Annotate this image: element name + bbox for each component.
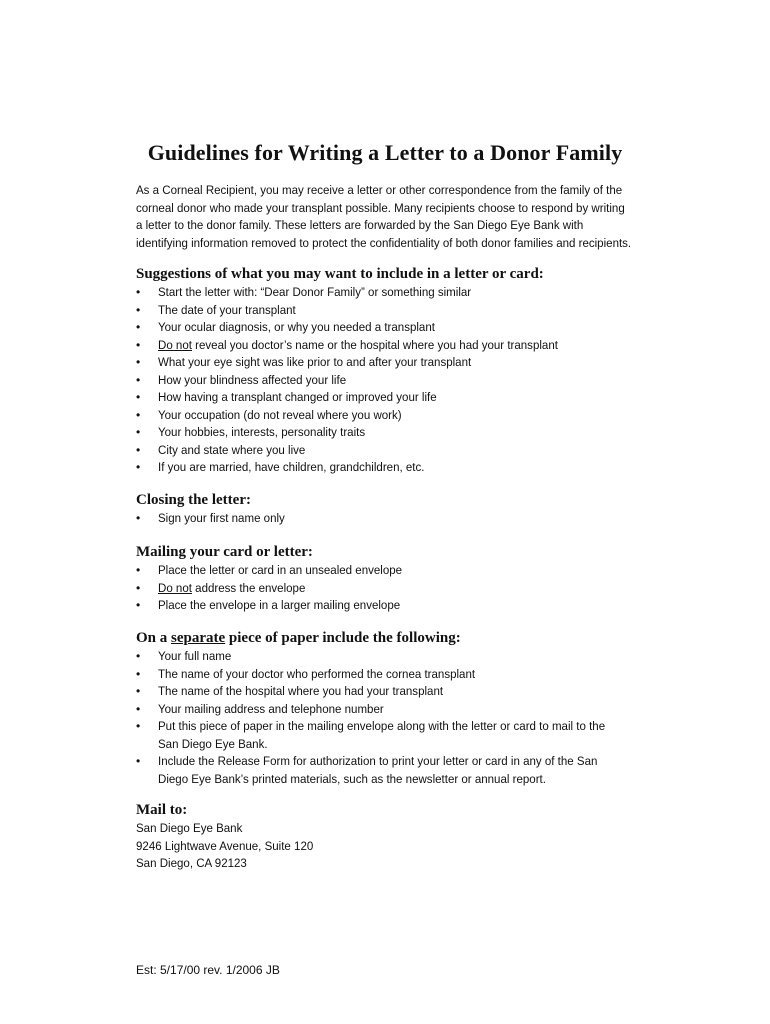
list-item xyxy=(136,648,656,666)
suggestions-heading: Suggestions of what you may want to include in a letter or card: xyxy=(136,266,544,282)
list-item xyxy=(136,319,656,337)
list-item-text: Include the Release Form for authorization to print your letter or card in any of the San Diego Eye Bank’s printed materials, such as the newsletter or annual report. xyxy=(158,754,598,786)
bullet-glyph: • xyxy=(136,754,141,768)
mailing-list xyxy=(136,562,656,615)
mailing-section xyxy=(136,543,656,615)
list-item-text: The date of your transplant xyxy=(158,302,296,317)
bullet-glyph: • xyxy=(136,337,141,352)
list-item xyxy=(136,372,656,390)
list-item-text: What your eye sight was like prior to and after your transplant xyxy=(158,355,472,369)
separate-heading-underlined: separate xyxy=(171,630,226,646)
list-item-text: Your ocular diagnosis, or why you needed a transplant xyxy=(158,320,435,334)
separate-section xyxy=(136,629,656,788)
separate-list xyxy=(136,648,656,788)
list-item xyxy=(136,666,656,684)
list-item xyxy=(136,683,656,701)
list-item xyxy=(136,424,656,442)
list-item xyxy=(136,354,656,372)
bullet-glyph: • xyxy=(136,719,141,733)
bullet-glyph: • xyxy=(136,355,141,369)
list-item-text: Sign your first name only xyxy=(158,511,285,525)
list-item-text: How your blindness affected your life xyxy=(158,372,347,387)
list-item xyxy=(136,337,656,355)
bullet-glyph: • xyxy=(136,407,141,422)
bullet-glyph: • xyxy=(136,649,141,663)
bullet-glyph: • xyxy=(136,666,141,681)
bullet-glyph: • xyxy=(136,285,141,299)
mail-to-line2: 9246 Lightwave Avenue, Suite 120 xyxy=(136,838,314,853)
mail-to-line3: San Diego, CA 92123 xyxy=(136,856,247,870)
underlined-emphasis: Do not xyxy=(158,580,192,595)
list-item-rest: reveal you doctor’s name or the hospital where you had your transplant xyxy=(191,337,558,352)
bullet-glyph: • xyxy=(136,425,141,439)
list-item-text: Place the envelope in a larger mailing envelope xyxy=(158,598,401,612)
list-item xyxy=(136,580,656,598)
list-item-text: Your hobbies, interests, personality traits xyxy=(158,425,366,439)
bullet-glyph: • xyxy=(136,511,141,525)
bullet-glyph: • xyxy=(136,701,141,716)
bullet-glyph: • xyxy=(136,563,141,577)
list-item xyxy=(136,701,656,719)
list-item-rest: address the envelope xyxy=(191,580,306,595)
list-item xyxy=(136,718,656,753)
bullet-glyph: • xyxy=(136,442,141,457)
list-item-text: Your mailing address and telephone number xyxy=(158,701,384,716)
separate-heading-post: piece of paper include the following: xyxy=(225,630,461,646)
bullet-glyph: • xyxy=(136,390,141,404)
closing-section xyxy=(136,491,656,528)
list-item xyxy=(136,407,656,425)
list-item-text: The name of your doctor who performed the cornea transplant xyxy=(158,666,476,681)
bullet-glyph: • xyxy=(136,320,141,334)
list-item-text: Put this piece of paper in the mailing envelope along with the letter or card to mail to the San Diego Eye Bank. xyxy=(158,719,606,751)
bullet-glyph: • xyxy=(136,460,141,474)
intro-paragraph: As a Corneal Recipient, you may receive a letter or other correspondence from the family of the corneal donor who made your transplant possible. Many recipients choose to respond by writing a letter to the donor family. These letters are forwarded by the San Diego Eye Bank with identifying information removed to protect the confidentiality of both donor families and recipients. xyxy=(136,183,632,250)
list-item xyxy=(136,442,656,460)
list-item-text: The name of the hospital where you had your transplant xyxy=(158,684,444,698)
mail-to-line1: San Diego Eye Bank xyxy=(136,821,243,835)
list-item-text: Your full name xyxy=(158,649,232,663)
separate-heading xyxy=(136,629,656,647)
closing-heading: Closing the letter: xyxy=(136,492,251,508)
list-item-text: Place the letter or card in an unsealed envelope xyxy=(158,563,403,577)
underlined-emphasis: Do not xyxy=(158,337,192,352)
mail-to-section xyxy=(136,801,656,873)
bullet-glyph: • xyxy=(136,302,141,317)
list-item-text: City and state where you live xyxy=(158,442,306,457)
mail-to-heading: Mail to: xyxy=(136,802,188,818)
list-item-text: Your occupation (do not reveal where you work) xyxy=(158,407,402,422)
list-item xyxy=(136,510,656,528)
list-item xyxy=(136,284,656,302)
closing-list xyxy=(136,510,656,528)
list-item xyxy=(136,389,656,407)
bullet-glyph: • xyxy=(136,580,141,595)
list-item-text xyxy=(158,580,628,598)
list-item xyxy=(136,753,656,788)
list-item-text xyxy=(158,337,628,355)
list-item xyxy=(136,562,656,580)
document-title: Guidelines for Writing a Letter to a Donor Family xyxy=(147,140,623,165)
bullet-glyph: • xyxy=(136,684,141,698)
list-item-text: How having a transplant changed or improved your life xyxy=(158,390,437,404)
list-item xyxy=(136,302,656,320)
list-item-text: If you are married, have children, grandchildren, etc. xyxy=(158,460,425,474)
mailing-heading: Mailing your card or letter: xyxy=(136,544,313,560)
list-item xyxy=(136,597,656,615)
bullet-glyph: • xyxy=(136,372,141,387)
suggestions-list xyxy=(136,284,656,477)
revision-footer: Est: 5/17/00 rev. 1/2006 JB xyxy=(136,963,280,977)
bullet-glyph: • xyxy=(136,598,141,612)
list-item-text: Start the letter with: “Dear Donor Family” or something similar xyxy=(158,285,472,299)
separate-heading-pre: On a xyxy=(136,630,172,646)
suggestions-section xyxy=(136,265,656,477)
list-item xyxy=(136,459,656,477)
